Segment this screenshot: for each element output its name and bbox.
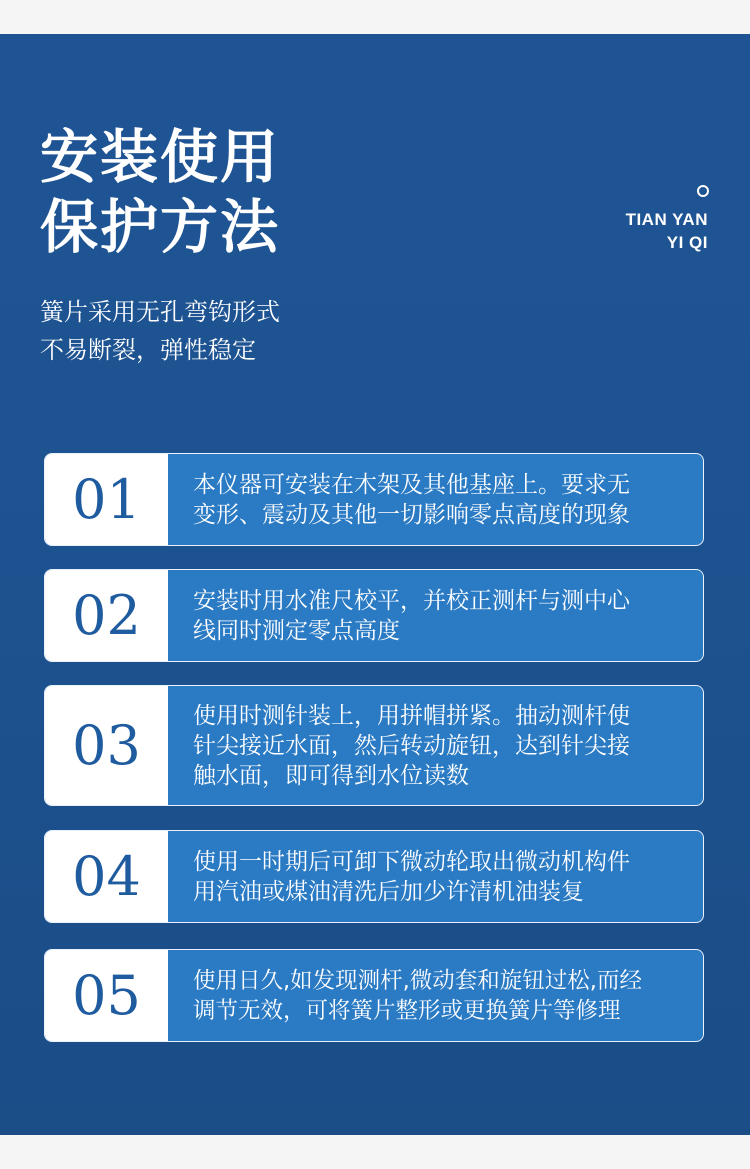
step-text-line: 针尖接近水面，然后转动旋钮，达到针尖接	[193, 733, 630, 759]
step-number-box	[45, 831, 168, 922]
step-number: 01	[72, 467, 141, 531]
step-text-line: 使用一时期后可卸下微动轮取出微动机构件	[193, 849, 630, 875]
step-card-03	[44, 685, 704, 806]
top-margin	[0, 0, 750, 34]
step-text-line: 安装时用水准尺校平，并校正测杆与测中心	[193, 588, 630, 614]
subtitle-line-1: 簧片采用无孔弯钩形式	[40, 298, 280, 326]
page-title-line-1: 安装使用	[40, 123, 281, 191]
page-title-line-2: 保护方法	[40, 193, 281, 261]
step-text-line: 使用时测针装上，用拼帽拼紧。抽动测杆使	[193, 703, 630, 729]
step-number: 03	[72, 713, 141, 777]
circle-dot-icon	[697, 185, 709, 197]
step-description	[193, 847, 695, 907]
step-description	[193, 966, 695, 1026]
step-number-box	[45, 454, 168, 545]
step-description	[193, 586, 695, 646]
brand-text-line-1: TIAN YAN	[625, 210, 708, 229]
step-description	[193, 701, 695, 791]
step-card-05	[44, 949, 704, 1042]
step-text-line: 触水面，即可得到水位读数	[193, 763, 469, 789]
step-text-line: 使用日久,如发现测杆,微动套和旋钮过松,而经	[193, 968, 642, 994]
step-text-line: 变形、震动及其他一切影响零点高度的现象	[193, 502, 630, 528]
subtitle-line-2: 不易断裂，弹性稳定	[40, 336, 256, 364]
step-number-box	[45, 950, 168, 1041]
brand-text-line-2: YI QI	[666, 233, 708, 252]
step-text-line: 线同时测定零点高度	[193, 618, 400, 644]
bottom-margin	[0, 1135, 750, 1169]
step-number: 05	[72, 963, 141, 1027]
step-number: 02	[72, 583, 141, 647]
step-text-line: 本仪器可安装在木架及其他基座上。要求无	[193, 472, 630, 498]
step-number-box	[45, 570, 168, 661]
step-text-line: 调节无效，可将簧片整形或更换簧片等修理	[193, 998, 621, 1024]
step-number: 04	[72, 844, 141, 908]
step-card-04	[44, 830, 704, 923]
step-number-box	[45, 686, 168, 805]
step-card-02	[44, 569, 704, 662]
step-text-line: 用汽油或煤油清洗后加少许清机油装复	[193, 879, 584, 905]
step-description	[193, 470, 695, 530]
step-card-01	[44, 453, 704, 546]
